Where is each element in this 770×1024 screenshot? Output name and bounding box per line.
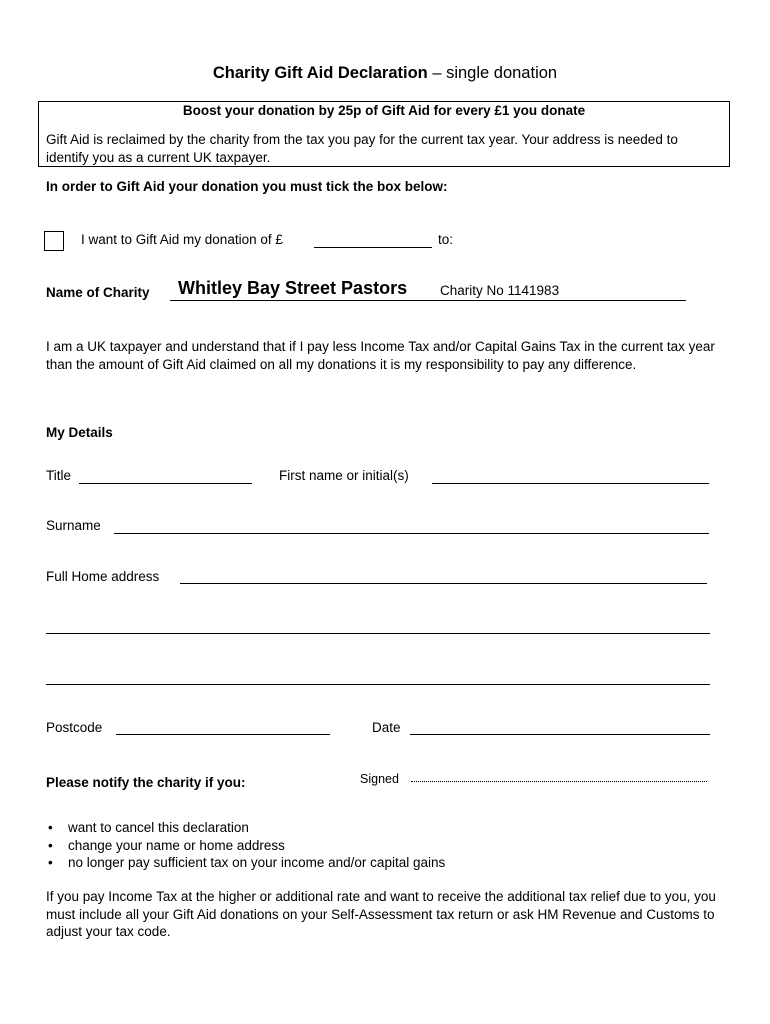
surname-field[interactable]	[114, 533, 709, 534]
charity-name-line	[170, 300, 686, 301]
notify-list	[46, 819, 726, 872]
gift-aid-checkbox[interactable]	[44, 231, 64, 251]
signature-field[interactable]	[411, 781, 707, 782]
list-item-text: change your name or home address	[68, 837, 285, 853]
my-details-heading: My Details	[46, 425, 113, 440]
list-item	[46, 854, 726, 872]
first-name-label: First name or initial(s)	[279, 468, 409, 483]
list-item	[46, 837, 726, 855]
donation-amount-field[interactable]	[314, 247, 432, 248]
date-field[interactable]	[410, 734, 710, 735]
notify-heading: Please notify the charity if you:	[46, 775, 246, 790]
title-label: Title	[46, 468, 72, 483]
boost-body-text: Gift Aid is reclaimed by the charity from the tax you pay for the current tax year. Your address is needed to identify you as a current UK taxpayer.	[46, 132, 678, 165]
date-label: Date	[372, 720, 401, 735]
title-main: Charity Gift Aid Declaration	[212, 64, 428, 82]
first-name-field[interactable]	[432, 483, 709, 484]
checkbox-label-prefix: I want to Gift Aid my donation of £	[81, 232, 283, 247]
bullet-icon: •	[48, 820, 53, 835]
checkbox-label-suffix: to:	[438, 232, 454, 247]
surname-label: Surname	[46, 518, 101, 533]
address-field-line-3[interactable]	[46, 684, 710, 685]
tick-instruction: In order to Gift Aid your donation you must tick the box below:	[46, 179, 448, 194]
bullet-icon: •	[48, 855, 53, 870]
address-label: Full Home address	[46, 569, 160, 584]
address-field-line-2[interactable]	[46, 633, 710, 634]
title-field[interactable]	[79, 483, 252, 484]
page-title	[0, 64, 770, 83]
higher-rate-note: If you pay Income Tax at the higher or additional rate and want to receive the additional tax relief due to you, you must include all your Gift Aid donations on your Self-Assessment tax return or ask HM Revenue and Customs to adjust your tax code.	[46, 889, 716, 939]
notify-list-container	[46, 819, 726, 872]
postcode-field[interactable]	[116, 734, 330, 735]
signed-label: Signed	[360, 772, 399, 786]
title-suffix: – single donation	[427, 64, 558, 82]
address-field-line-1[interactable]	[180, 583, 707, 584]
list-item-text: want to cancel this declaration	[68, 820, 249, 835]
boost-heading: Boost your donation by 25p of Gift Aid for every £1 you donate	[182, 103, 586, 118]
charity-label: Name of Charity	[46, 285, 150, 300]
list-item-text: no longer pay sufficient tax on your income and/or capital gains	[68, 855, 446, 870]
taxpayer-declaration: I am a UK taxpayer and understand that if I pay less Income Tax and/or Capital Gains Tax in the current tax year than the amount of Gift Aid claimed on all my donations it is my responsibility to pay any difference.	[46, 339, 715, 372]
charity-name: Whitley Bay Street Pastors	[178, 278, 408, 298]
bullet-icon: •	[48, 837, 53, 853]
postcode-label: Postcode	[46, 720, 103, 735]
list-item	[46, 819, 726, 837]
charity-number: Charity No 1141983	[440, 283, 560, 298]
